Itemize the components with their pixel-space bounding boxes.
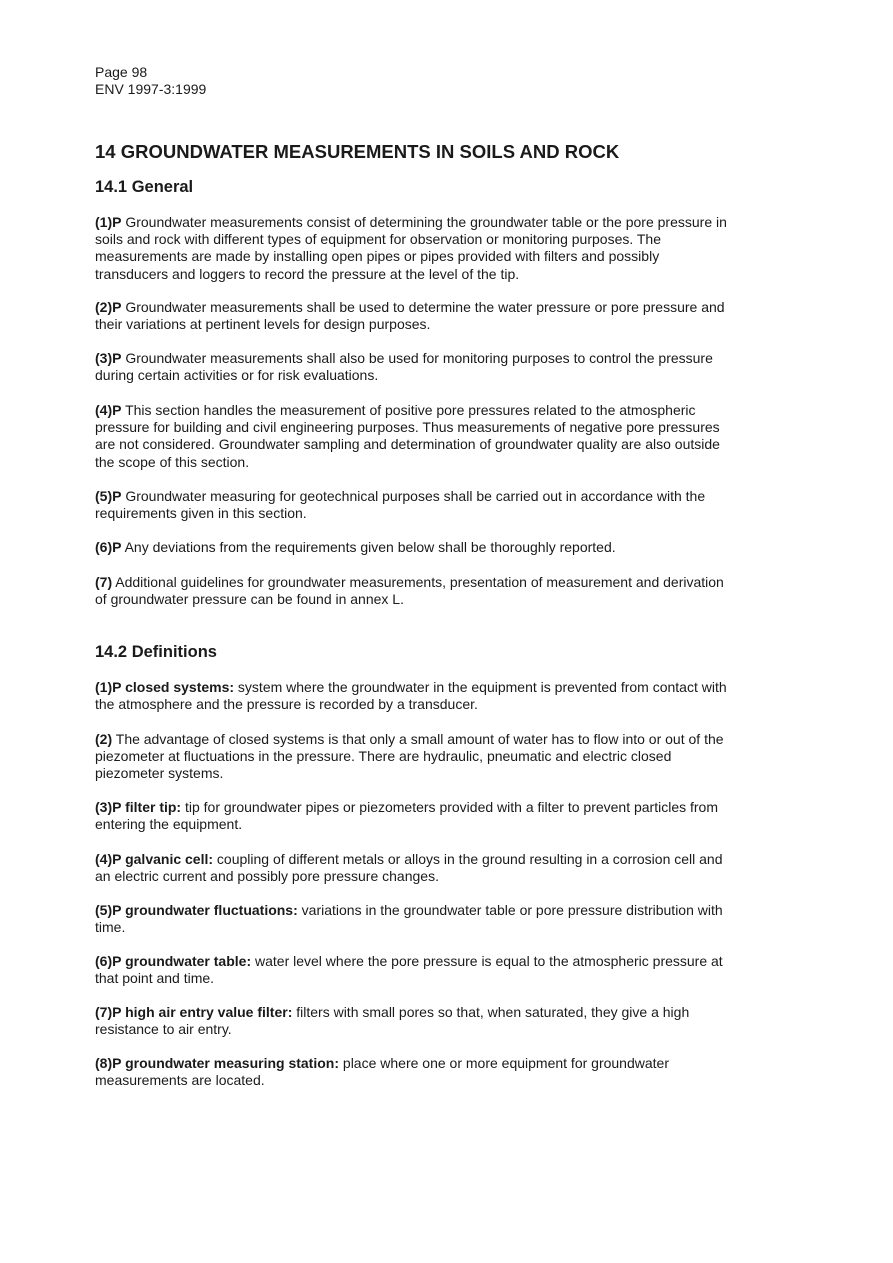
definition-paragraph xyxy=(95,902,735,936)
clause-number: (8)P xyxy=(95,1055,122,1071)
clause-number: (6)P xyxy=(95,539,122,555)
clause-number: (3)P xyxy=(95,350,122,366)
standard-reference: ENV 1997-3:1999 xyxy=(95,81,207,97)
definition-text: water level where the pore pressure is equal to the atmospheric pressure at that point and time. xyxy=(95,953,723,987)
clause-text: Groundwater measurements consist of determining the groundwater table or the pore pressure in soils and rock with different types of equipment for observation or monitoring purposes. The measurements are made by installing open pipes or pipes provided with filters and possibly transducers and loggers to record the pressure at the level of the tip. xyxy=(95,214,727,282)
clause-text: Groundwater measurements shall also be used for monitoring purposes to control the pressure during certain activities or for risk evaluations. xyxy=(95,350,713,384)
general-paragraph xyxy=(95,488,735,522)
subsection-title-definitions: 14.2 Definitions xyxy=(95,643,217,661)
definition-paragraph xyxy=(95,679,731,713)
clause-number: (4)P xyxy=(95,402,122,418)
clause-number: (1)P xyxy=(95,214,122,230)
general-paragraph xyxy=(95,574,731,608)
definition-text: place where one or more equipment for groundwater measurements are located. xyxy=(95,1055,669,1089)
clause-number: (7)P xyxy=(95,1004,122,1020)
clause-text: Groundwater measuring for geotechnical purposes shall be carried out in accordance with the requirements given in this section. xyxy=(95,488,706,522)
clause-text: Any deviations from the requirements given below shall be thoroughly reported. xyxy=(121,539,616,555)
definition-term: groundwater fluctuations: xyxy=(121,902,298,918)
clause-number: (4)P xyxy=(95,851,122,867)
general-paragraph xyxy=(95,350,731,384)
definition-paragraph xyxy=(95,731,731,783)
definition-term: groundwater measuring station: xyxy=(121,1055,340,1071)
clause-number: (2)P xyxy=(95,299,122,315)
general-paragraph xyxy=(95,214,731,283)
definition-text: coupling of different metals or alloys in the ground resulting in a corrosion cell and an electric current and possibly pore pressure changes. xyxy=(95,851,723,885)
general-paragraph xyxy=(95,539,731,556)
definition-term: galvanic cell: xyxy=(121,851,214,867)
clause-number: (2) xyxy=(95,731,113,747)
general-paragraph xyxy=(95,402,731,471)
subsection-title-general: 14.1 General xyxy=(95,178,194,196)
definition-text: tip for groundwater pipes or piezometers provided with a filter to prevent particles from entering the equipment. xyxy=(95,799,719,833)
clause-text: This section handles the measurement of positive pore pressures related to the atmospheric pressure for building and civil engineering purposes. Thus measurements of negative pore pressures are not considered. Groundwater sampling and determination of groundwater quality are also outside the scope of this section. xyxy=(95,402,720,470)
clause-number: (5)P xyxy=(95,488,122,504)
definition-text: variations in the groundwater table or pore pressure distribution with time. xyxy=(95,902,723,936)
definition-paragraph xyxy=(95,953,731,987)
clause-text: Additional guidelines for groundwater measurements, presentation of measurement and derivation of groundwater pressure can be found in annex L. xyxy=(95,574,724,608)
definition-paragraph xyxy=(95,851,735,885)
definition-paragraph xyxy=(95,1055,731,1089)
page-number: Page 98 xyxy=(95,64,148,80)
clause-number: (6)P xyxy=(95,953,122,969)
definition-paragraph xyxy=(95,799,735,833)
clause-number: (7) xyxy=(95,574,113,590)
document-page xyxy=(95,64,735,1089)
clause-text: Groundwater measurements shall be used to determine the water pressure or pore pressure and their variations at pertinent levels for design purposes. xyxy=(95,299,725,333)
clause-number: (1)P xyxy=(95,679,122,695)
general-paragraph xyxy=(95,299,731,333)
definition-term: high air entry value filter: xyxy=(121,1004,293,1020)
clause-number: (5)P xyxy=(95,902,122,918)
section-title: 14 GROUNDWATER MEASUREMENTS IN SOILS AND ROCK xyxy=(95,141,620,162)
definition-text: filters with small pores so that, when saturated, they give a high resistance to air entry. xyxy=(95,1004,690,1038)
definition-term: closed systems: xyxy=(121,679,235,695)
clause-number: (3)P xyxy=(95,799,122,815)
definition-paragraph xyxy=(95,1004,731,1038)
definition-term: groundwater table: xyxy=(121,953,252,969)
definition-text: The advantage of closed systems is that only a small amount of water has to flow into or out of the piezometer at fluctuations in the pressure. There are hydraulic, pneumatic and electric closed piezometer systems. xyxy=(95,731,724,782)
definition-text: system where the groundwater in the equipment is prevented from contact with the atmosphere and the pressure is recorded by a transducer. xyxy=(95,679,727,713)
definition-term: filter tip: xyxy=(121,799,182,815)
